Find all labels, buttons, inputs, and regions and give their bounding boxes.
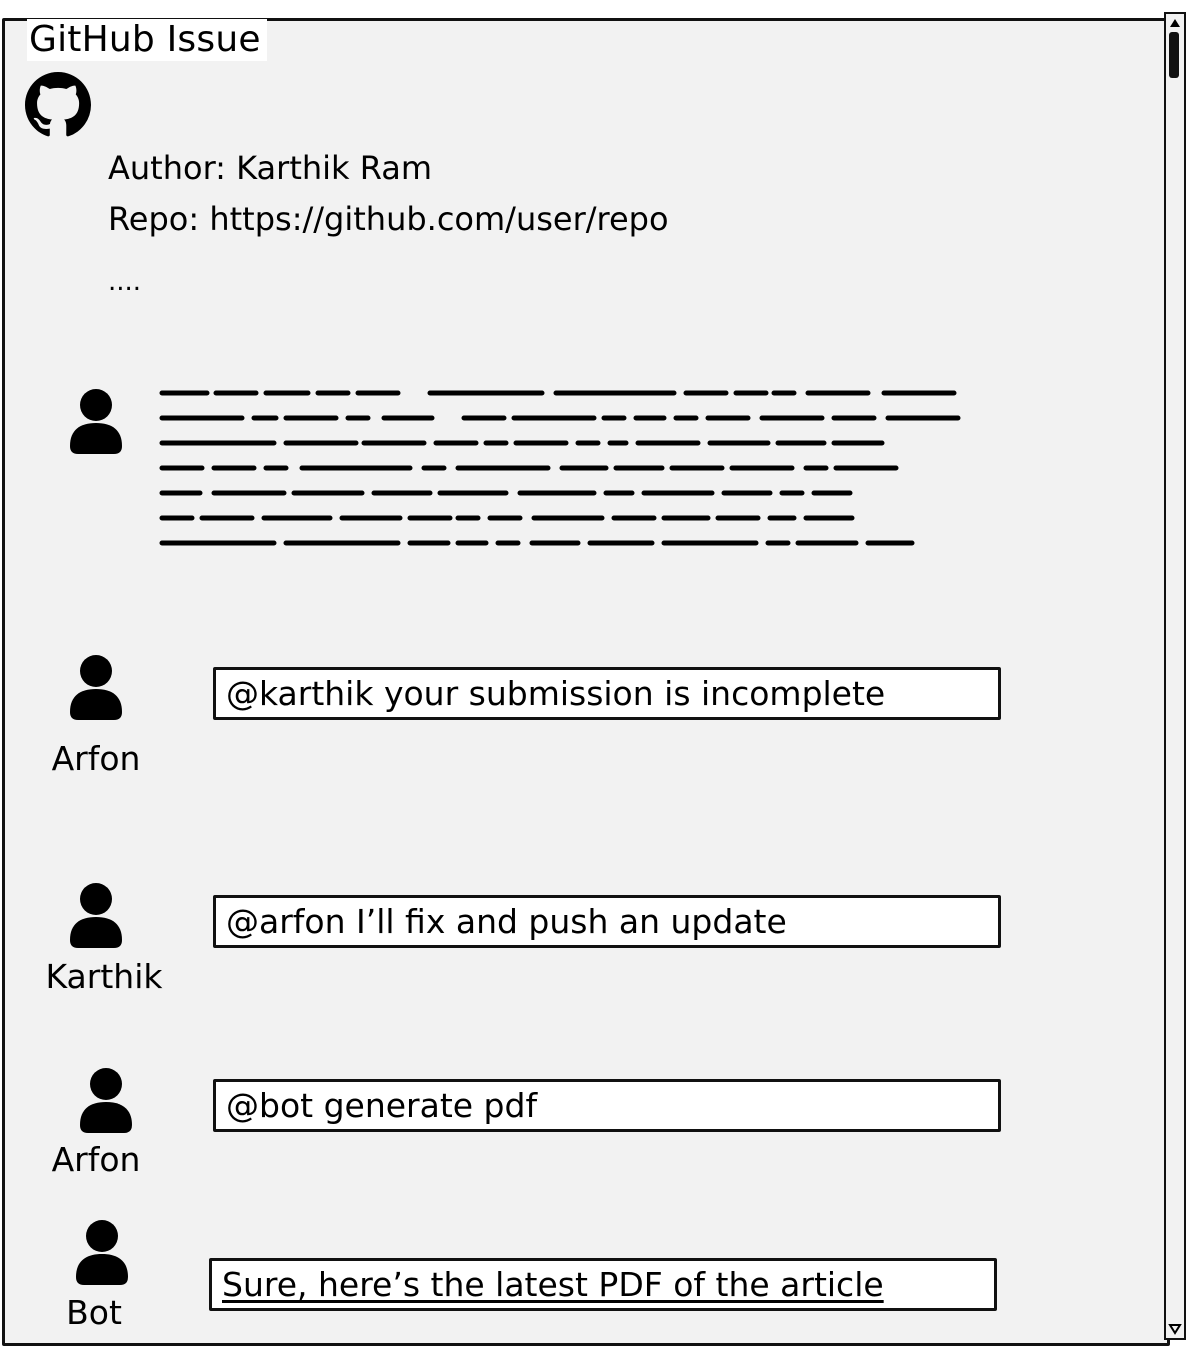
comment-username: Bot <box>66 1293 122 1332</box>
user-icon <box>78 1067 134 1133</box>
title-background <box>0 0 1190 18</box>
window-title: GitHub Issue <box>27 19 267 61</box>
issue-repo: Repo: https://github.com/user/repo <box>108 200 669 238</box>
user-icon <box>68 388 124 454</box>
comment-text: @karthik your submission is incomplete <box>213 667 1001 720</box>
user-icon <box>68 654 124 720</box>
comment-text: @bot generate pdf <box>213 1079 1001 1132</box>
comment-text: @arfon I’ll fix and push an update <box>213 895 1001 948</box>
user-icon <box>68 882 124 948</box>
issue-body-scribble <box>158 384 968 554</box>
pdf-link[interactable]: Sure, here’s the latest PDF of the article <box>209 1258 997 1311</box>
comment-username: Arfon <box>51 1140 141 1179</box>
comment-username: Arfon <box>51 739 141 778</box>
issue-author: Author: Karthik Ram <box>108 149 433 187</box>
vertical-scrollbar[interactable] <box>1164 12 1186 1340</box>
issue-ellipsis: .... <box>108 267 142 297</box>
arrow-up-icon[interactable] <box>1166 14 1184 32</box>
arrow-down-icon[interactable] <box>1166 1320 1184 1338</box>
user-icon <box>74 1219 130 1285</box>
comment-username: Karthik <box>45 957 163 996</box>
github-icon <box>25 72 91 138</box>
scroll-thumb[interactable] <box>1169 32 1179 78</box>
